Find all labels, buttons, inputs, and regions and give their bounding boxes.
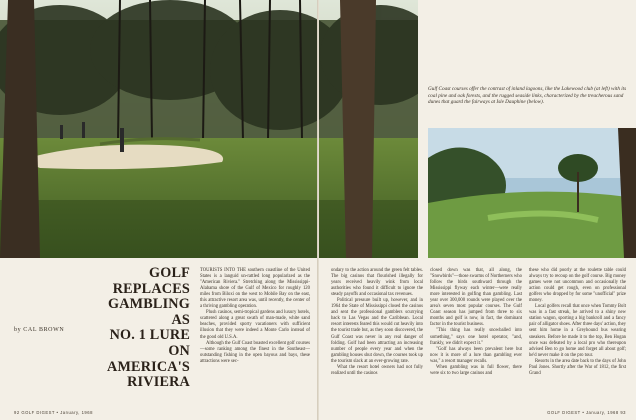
text-column-4 xyxy=(529,268,626,377)
headline-line: REPLACES xyxy=(112,280,190,297)
folio-right: GOLF DIGEST • January, 1968 93 xyxy=(547,410,626,415)
headline-line: GAMBLING xyxy=(107,296,190,313)
paragraph: "Golf has always been prevalent here but now it is more of a lure than gambling ever was," a resort manager recalls. xyxy=(430,346,522,364)
headline-line: RIVIERA xyxy=(127,374,190,391)
paragraph: Although the Gulf Coast boasted excellent golf courses—some ranking among the finest in the Southeast—outstanding fishing in the open bayous and bays, these attractions were sec- xyxy=(200,340,310,364)
paragraph: Local golfers recall that once when Tommy Bolt was in a fast streak, he arrived to a shiny new station wagon, sporting a big bankroll and a fancy pair of alligator shoes. After three days' action, they sent him home in a Greyhound bus wearing sneakers. Before he made it to the top, Ben Hogan once was defeated by a local pro who thereupon advised Ben to go home and forget all about golf; he'd never make it on the pro tour. xyxy=(529,304,626,358)
photo-golf-course-trees xyxy=(0,0,418,258)
text-column-3 xyxy=(430,268,522,377)
article-headline xyxy=(92,266,190,391)
paragraph: Political pressure built up, however, and in 1964 the State of Mississippi closed the casinos and sent the professional gamblers scurrying back to Las Vegas and the Caribbean. Local resort interests feared this would cut heavily into the tourist trade but, as they soon discovered, the Gulf Coast was never in any real danger of folding. Golf had been attracting an increasing number of people every year and when the gambling houses shut down, the courses took up the tourism slack at an ever-growing rate. xyxy=(331,298,423,364)
headline-line: AMERICA'S xyxy=(107,358,190,375)
photo-seaside-links xyxy=(428,128,636,258)
text-column-1 xyxy=(200,268,310,365)
folio-left: 92 GOLF DIGEST • January, 1968 xyxy=(14,410,93,415)
paragraph: Resorts in the area date back to the days of John Paul Jones. Shortly after the War of 1812, the first Grand xyxy=(529,358,626,376)
headline-line: GOLF xyxy=(148,265,190,281)
paragraph: What the resort hotel owners had not fully realized until the casinos xyxy=(331,364,423,376)
paragraph: When gambling was in full flower, there were six to two large casinos and xyxy=(430,364,522,376)
paragraph: these who did poorly at the roulette table could always try to recoup on the golf course. Big money games were not uncommon and occasionally the action could get rough, even on professional golfers who dropped by for some "unofficial" prize money. xyxy=(529,268,626,304)
paragraph: ondary to the action around the green felt tables. The big casinos that flourished illegally for years received heavily wink from local authorities who found it difficult to ignore the steady payoffs and occasional tax revenues. xyxy=(331,268,423,298)
byline: by CAL BROWN xyxy=(14,327,65,333)
paragraph: Plush casinos, semi-tropical gardens and luxury hotels, scattered along a great swath of man-made, white sand beaches, provided sporty vacationers with sufficient illusion that they were indeed a Monte Carlo instead of the good old U.S.A. xyxy=(200,310,310,340)
paragraph: closed down was that, all along, the "Snowbirds"—those swarms of Northerners who follow the birds southward through the Mississippi flyway each winter—were really more interested in golfing than gambling. Last year over 300,000 rounds were played over the area's seven most popular courses. The Gulf Coast season has jumped from three to six months and golf is now, in fact, the dominant factor in the tourist business. xyxy=(430,268,522,328)
photo-caption: Gulf Coast courses offer the contrast of inland lagoons, like the Lakewood club (at left) with its coal pine and oak forests, and the rugged seaside links, characterized by the treacherous sand dunes that guard the fairways at Isle Dauphine (below). xyxy=(428,86,627,106)
headline-line: AS xyxy=(171,311,190,328)
headline-line: NO. 1 LURE xyxy=(109,327,190,344)
page-gutter xyxy=(317,0,319,420)
paragraph: TOURISTS INTO THE southern coastline of the United States is a languid un-rattled long popularized as the "American Riviera." Stretching along the Mississippi-Alabama shore of the Gulf of Mexico for roughly 120 miles from Biloxi on the west to Mobile Bay on the east, this attractive resort area was, until recently, the center of a thriving gambling operation. xyxy=(200,268,310,310)
text-column-2 xyxy=(331,268,423,377)
headline-line: ON xyxy=(168,342,190,359)
paragraph: "This thing has really snowballed into something," says one hotel operator, "and, frankly, we didn't expect it." xyxy=(430,328,522,346)
